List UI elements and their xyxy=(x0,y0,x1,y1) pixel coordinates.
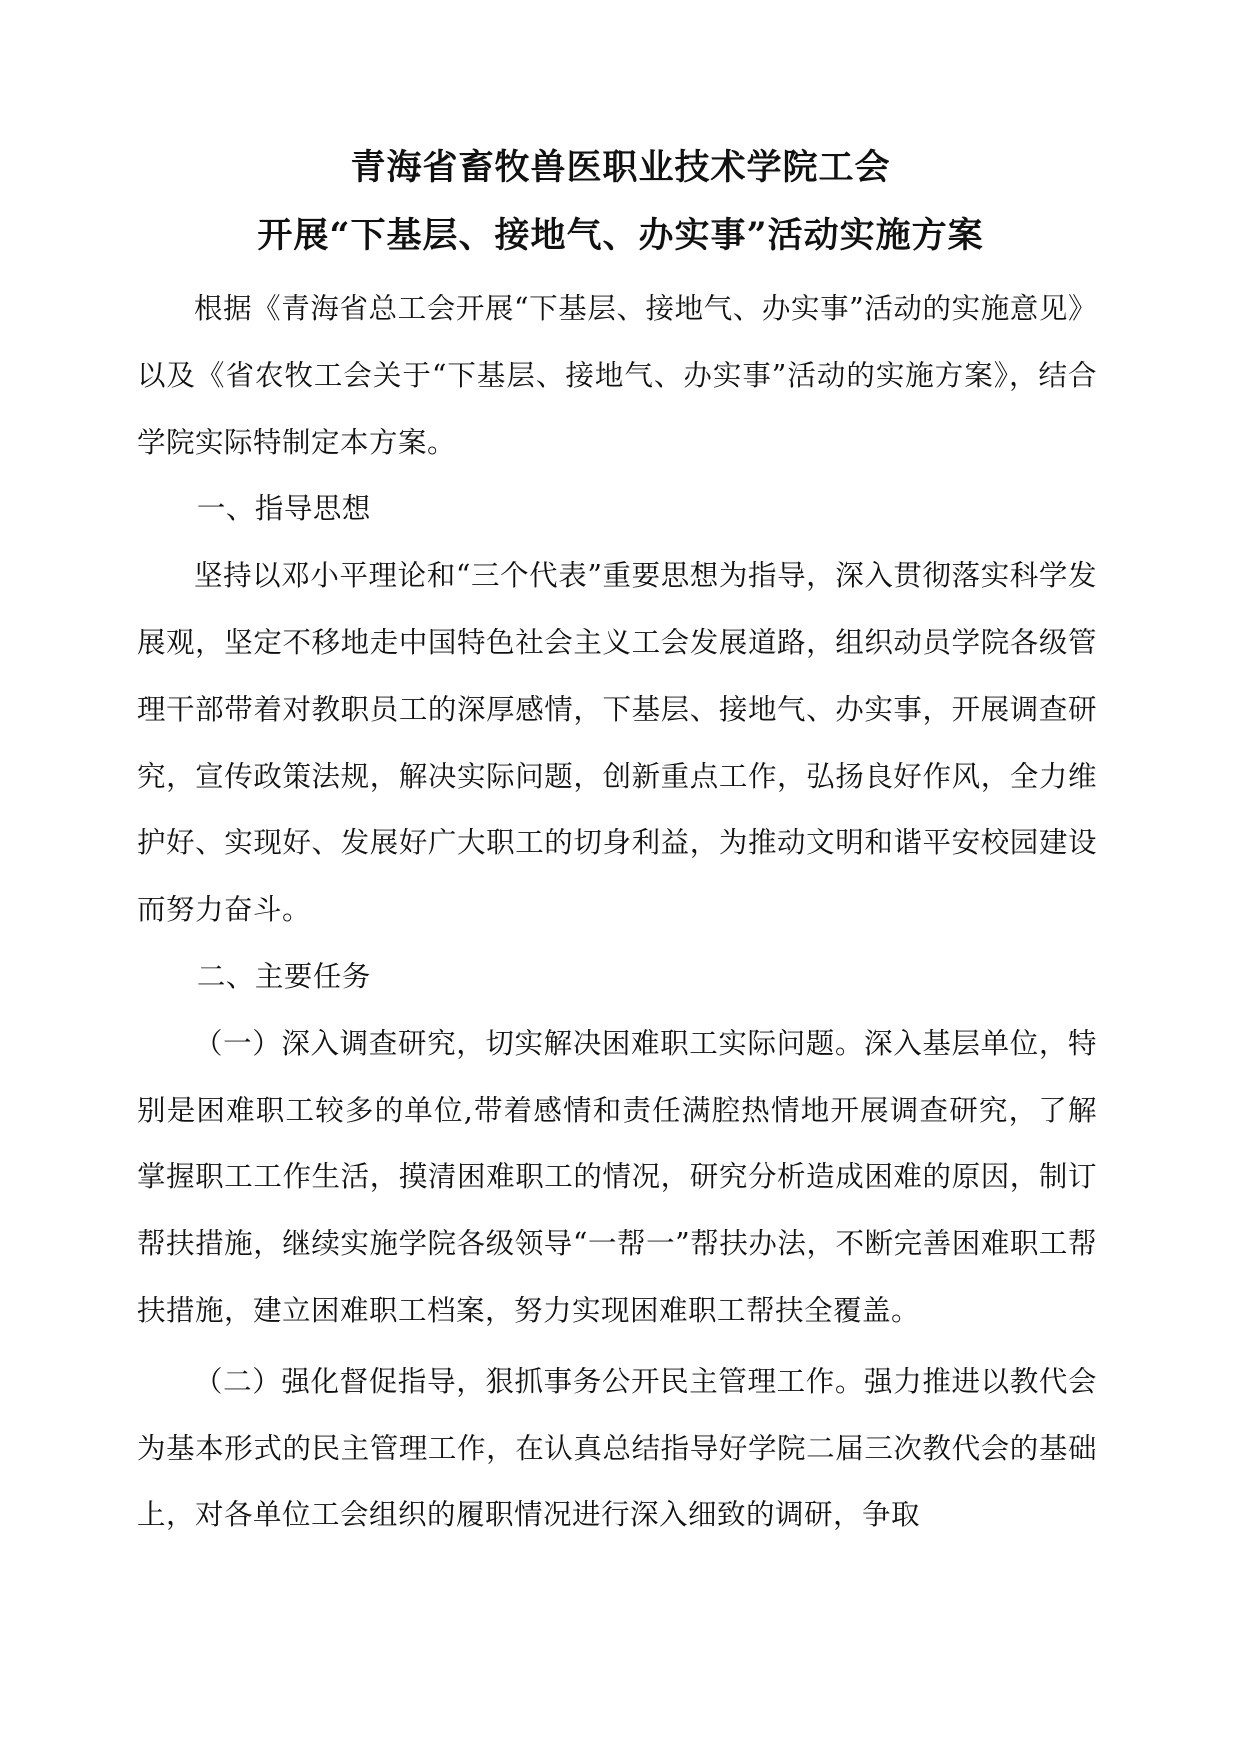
document-title-line-2: 开展“下基层、接地气、办实事”活动实施方案 xyxy=(257,215,984,256)
section-heading-guiding-ideology: 一、指导思想 xyxy=(196,492,371,526)
task-2-paragraph: （二）强化督促指导，狠抓事务公开民主管理工作。强力推进以教代会为基本形式的民主管理工作，在认真总结指导好学院二届三次教代会的基础上，对各单位工会组织的履职情况进行深入细致的调研，争取 xyxy=(137,1364,1097,1532)
document-body xyxy=(137,276,1097,1549)
section-heading-main-tasks: 二、主要任务 xyxy=(196,959,371,993)
intro-paragraph: 根据《青海省总工会开展“下基层、接地气、办实事”活动的实施意见》以及《省农牧工会关于“下基层、接地气、办实事”活动的实施方案》，结合学院实际特制定本方案。 xyxy=(137,292,1097,459)
guiding-ideology-paragraph: 坚持以邓小平理论和“三个代表”重要思想为指导，深入贯彻落实科学发展观，坚定不移地走中国特色社会主义工会发展道路，组织动员学院各级管理干部带着对教职员工的深厚感情，下基层、接地气、办实事，开展调查研究，宣传政策法规，解决实际问题，创新重点工作，弘扬良好作风，全力维护好、实现好、发展好广大职工的切身利益，为推动文明和谐平安校园建设而努力奋斗。 xyxy=(137,559,1097,927)
task-1-paragraph: （一）深入调查研究，切实解决困难职工实际问题。深入基层单位，特别是困难职工较多的单位,带着感情和责任满腔热情地开展调查研究，了解掌握职工工作生活，摸清困难职工的情况，研究分析造成困难的原因，制订帮扶措施，继续实施学院各级领导“一帮一”帮扶办法，不断完善困难职工帮扶措施，建立困难职工档案，努力实现困难职工帮扶全覆盖。 xyxy=(137,1026,1097,1327)
document-title-line-1: 青海省畜牧兽医职业技术学院工会 xyxy=(350,147,891,188)
